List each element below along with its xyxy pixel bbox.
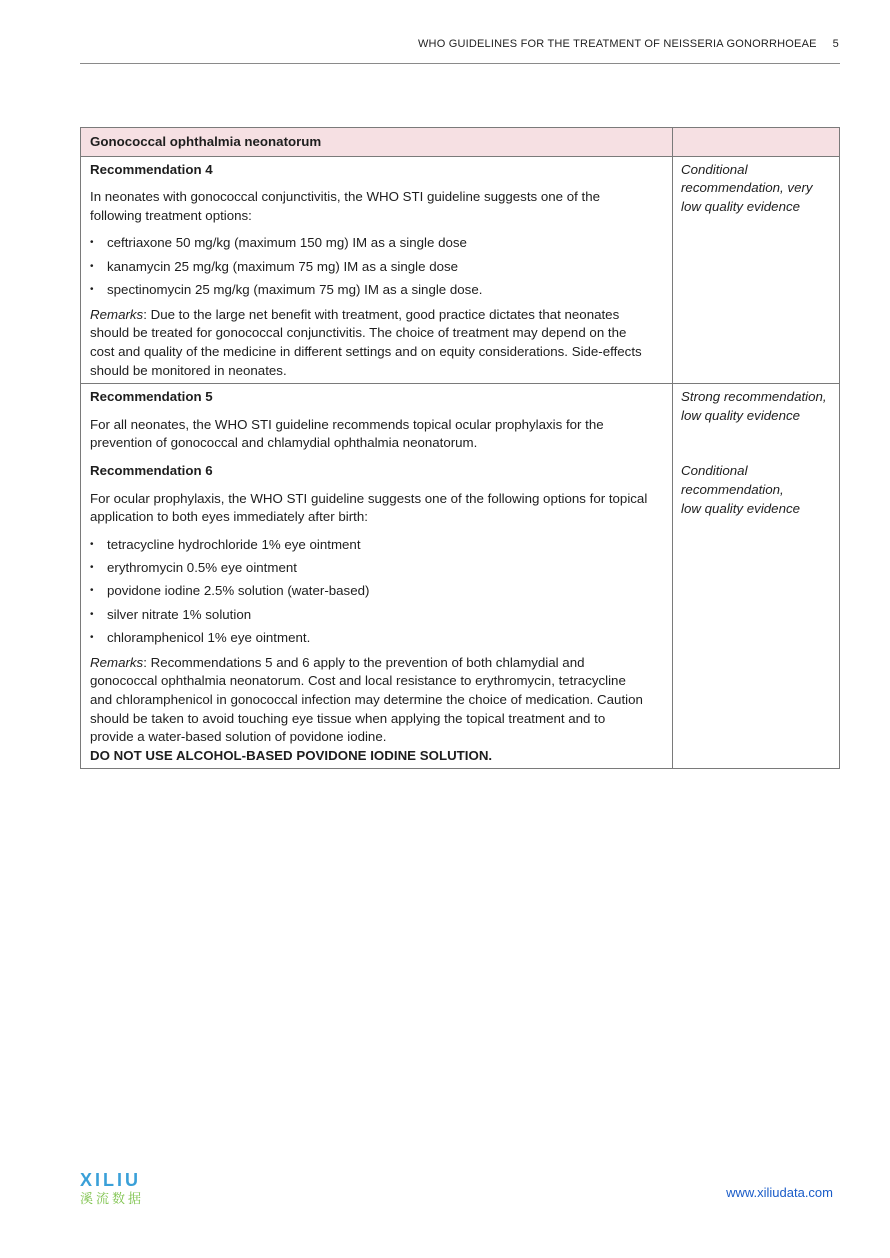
recommendation-4-strength-cell	[673, 156, 840, 384]
table-title-row	[81, 128, 840, 157]
header-divider	[80, 63, 840, 64]
logo-chinese: 溪流数据	[80, 1191, 145, 1206]
bullet-icon: •	[90, 260, 94, 272]
recommendation-6-options	[90, 536, 648, 648]
recommendation-4-options	[90, 234, 648, 299]
table-title: Gonococcal ophthalmia neonatorum	[81, 128, 673, 157]
recommendation-6-warning: DO NOT USE ALCOHOL-BASED POVIDONE IODINE SOLUTION.	[90, 747, 493, 763]
recommendation-5-6-cell	[81, 384, 673, 769]
recommendation-4-cell	[81, 156, 673, 384]
bullet-icon: •	[90, 585, 94, 597]
recommendation-6-strength: Conditional recommendation, low quality evidence	[681, 463, 801, 516]
list-item: • tetracycline hydrochloride 1% eye ointment	[90, 536, 648, 555]
list-item: • kanamycin 25 mg/kg (maximum 75 mg) IM as a single dose	[90, 258, 648, 277]
recommendation-5-6-strength-cell	[673, 384, 840, 769]
list-item: • chloramphenicol 1% eye ointment.	[90, 629, 648, 648]
table-title-side-cell	[673, 128, 840, 157]
bullet-icon: •	[90, 632, 94, 644]
recommendation-4-row	[81, 156, 840, 384]
recommendation-4-label: Recommendation 4	[90, 161, 213, 177]
list-item: • spectinomycin 25 mg/kg (maximum 75 mg) IM as a single dose.	[90, 281, 648, 300]
recommendation-4-remarks	[90, 306, 648, 380]
list-item: • erythromycin 0.5% eye ointment	[90, 559, 648, 578]
remarks-text: : Recommendations 5 and 6 apply to the prevention of both chlamydial and gonococcal ophthalmia neonatorum. Cost and local resistance to erythromycin, tetracycline and chloramphenicol in gonococcal infection may determine the choice of medication. Caution should be taken to avoid touching eye tissue when applying the topical treatment and to provide a water-based solution of povidone iodine.	[90, 654, 643, 745]
remarks-label: Remarks	[90, 654, 144, 670]
website-url: www.xiliudata.com	[726, 1185, 833, 1200]
bullet-icon: •	[90, 538, 94, 550]
remarks-text: : Due to the large net benefit with treatment, good practice dictates that neonates should be treated for gonococcal conjunctivitis. The choice of treatment may depend on the cost and quality of the medicine in different settings and on equity considerations. Side-effects should be monitored in neonates.	[90, 306, 642, 378]
recommendation-6-intro: For ocular prophylaxis, the WHO STI guideline suggests one of the following options for topical application to both eyes immediately after birth:	[90, 490, 648, 525]
list-item: • silver nitrate 1% solution	[90, 606, 648, 625]
bullet-icon: •	[90, 608, 94, 620]
recommendation-4-intro: In neonates with gonococcal conjunctivitis, the WHO STI guideline suggests one of the following treatment options:	[90, 189, 601, 223]
recommendation-5-6-row	[81, 384, 840, 769]
remarks-label: Remarks	[90, 306, 144, 322]
bullet-icon: •	[90, 284, 94, 296]
list-item: • povidone iodine 2.5% solution (water-based)	[90, 582, 648, 601]
recommendation-5-label: Recommendation 5	[90, 389, 213, 405]
recommendation-6-remarks	[90, 654, 648, 747]
bullet-icon: •	[90, 562, 94, 574]
logo-wordmark: XILIU	[80, 1170, 142, 1190]
recommendations-table	[80, 127, 840, 769]
strength-spacer	[681, 425, 833, 462]
recommendation-4-strength: Conditional recommendation, very low quality evidence	[681, 161, 813, 214]
bullet-icon: •	[90, 237, 94, 249]
recommendation-5-text: For all neonates, the WHO STI guideline recommends topical ocular prophylaxis for the prevention of gonococcal and chlamydial ophthalmia neonatorum.	[90, 416, 604, 451]
recommendation-5-strength: Strong recommendation, low quality evidence	[681, 389, 827, 423]
list-item: • ceftriaxone 50 mg/kg (maximum 150 mg) IM as a single dose	[90, 234, 648, 253]
recommendation-6-label: Recommendation 6	[90, 462, 213, 478]
page-number: 5	[832, 38, 839, 50]
xiliu-logo	[80, 1170, 170, 1206]
running-title: WHO GUIDELINES FOR THE TREATMENT OF NEISSERIA GONORRHOEAE	[417, 38, 817, 50]
running-header	[418, 38, 839, 50]
